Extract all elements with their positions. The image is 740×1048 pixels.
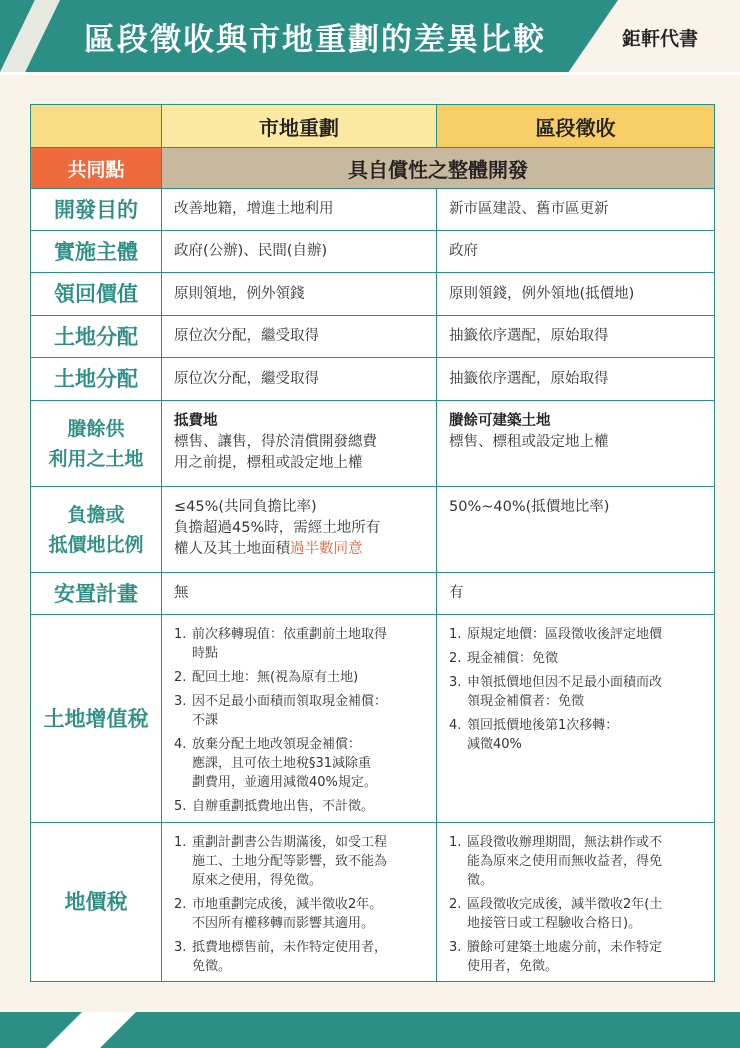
cell-expropriation: 抽籤依序選配，原始取得 [437, 316, 715, 358]
row-label-line: 負擔或 [67, 503, 125, 526]
list-item: 1. 重劃計劃書公告期滿後，如受工程 施工、土地分配等影響，致不能為 原來之使用，得免徵。 [174, 835, 388, 888]
cell-expropriation: 政府 [437, 231, 715, 273]
cell-expropriation [437, 487, 715, 573]
list-item: 1. 前次移轉現值：依重劃前土地取得 時點 [174, 627, 388, 661]
table-row [31, 273, 715, 316]
cell-expropriation: 新市區建設、舊市區更新 [437, 189, 715, 231]
row-label: 土地增值稅 [31, 615, 162, 823]
numbered-list [174, 625, 424, 816]
table-row [31, 823, 715, 982]
cell-readjustment: 原則領地，例外領錢 [162, 273, 437, 316]
cell-expropriation: 原則領錢，例外領地(抵價地) [437, 273, 715, 316]
cell-readjustment: 無 [162, 573, 437, 615]
footer-band [0, 1012, 740, 1048]
comparison-table [30, 104, 715, 982]
cell-readjustment: 政府(公辦)、民間(自辦) [162, 231, 437, 273]
cell-expropriation: 有 [437, 573, 715, 615]
list-item: 2. 現金補償：免徵 [449, 651, 559, 666]
cell-line: 標售、標租或設定地上權 [449, 434, 609, 450]
row-label: 實施主體 [31, 231, 162, 273]
cell-readjustment: 改善地籍，增進土地利用 [162, 189, 437, 231]
list-item: 2. 配回土地：無(視為原有土地) [174, 670, 359, 685]
row-label [31, 401, 162, 487]
row-label: 領回價值 [31, 273, 162, 316]
row-label-line: 利用之土地 [48, 447, 144, 470]
cell-title: 賸餘可建築土地 [449, 413, 551, 429]
table-row [31, 487, 715, 573]
row-label: 開發目的 [31, 189, 162, 231]
column-header-zone-expropriation: 區段徵收 [437, 105, 715, 148]
column-header-land-readjustment: 市地重劃 [162, 105, 437, 148]
list-item: 2. 市地重劃完成後，減半徵收2年。 不因所有權移轉而影響其適用。 [174, 897, 383, 931]
cell-line: 權人及其土地面積過半數同意 [174, 541, 363, 557]
row-label: 安置計畫 [31, 573, 162, 615]
list-item: 5. 自辦重劃抵費地出售，不計徵。 [174, 799, 375, 814]
list-item: 4. 放棄分配土地改領現金補償： 應課，且可依土地稅§31減除重 劃費用，並適用減徵40%規定。 [174, 737, 377, 790]
table-row [31, 573, 715, 615]
row-label [31, 487, 162, 573]
cell-readjustment [162, 823, 437, 982]
page-title: 區段徵收與市地重劃的差異比較 [84, 22, 546, 58]
row-label-line: 抵價地比例 [48, 533, 144, 556]
cell-readjustment [162, 401, 437, 487]
cell-line: 負擔超過45%時，需經土地所有 [174, 520, 381, 536]
cell-expropriation [437, 615, 715, 823]
table-header-row [31, 105, 715, 148]
row-label: 土地分配 [31, 358, 162, 401]
numbered-list [449, 833, 702, 976]
cell-line: ≤45%(共同負擔比率) [174, 499, 317, 515]
numbered-list [174, 833, 424, 976]
common-point-value: 具自償性之整體開發 [162, 148, 715, 189]
row-label: 土地分配 [31, 316, 162, 358]
list-item: 3. 申領抵價地但因不足最小面積而改 領現金補償者：免徵 [449, 675, 663, 709]
cell-expropriation [437, 823, 715, 982]
cell-readjustment [162, 615, 437, 823]
cell-line: 50%~40%(抵價地比率) [449, 499, 610, 515]
list-item: 3. 因不足最小面積而領取現金補償： 不課 [174, 694, 388, 728]
brand-name: 鉅軒代書 [622, 28, 699, 50]
cell-title: 抵費地 [174, 413, 218, 429]
header-banner [0, 0, 740, 72]
common-point-row [31, 148, 715, 189]
numbered-list [449, 625, 702, 754]
header-divider [0, 72, 740, 75]
cell-readjustment: 原位次分配，繼受取得 [162, 316, 437, 358]
row-label: 地價稅 [31, 823, 162, 982]
table-row [31, 316, 715, 358]
list-item: 3. 抵費地標售前，未作特定使用者， 免徵。 [174, 940, 388, 974]
list-item: 1. 區段徵收辦理期間，無法耕作或不 能為原來之使用而無收益者，得免 徵。 [449, 835, 663, 888]
list-item: 1. 原規定地價：區段徵收後評定地價 [449, 627, 663, 642]
cell-line: 標售、讓售，得於清償開發總費 [174, 434, 377, 450]
row-label-line: 賸餘供 [67, 417, 125, 440]
table-row [31, 615, 715, 823]
table-row [31, 231, 715, 273]
list-item: 4. 領回抵價地後第1次移轉： 減徵40% [449, 718, 619, 752]
table-row [31, 358, 715, 401]
cell-expropriation [437, 401, 715, 487]
common-point-label: 共同點 [31, 148, 162, 189]
list-item: 3. 賸餘可建築土地處分前，未作特定 使用者，免徵。 [449, 940, 663, 974]
list-item: 2. 區段徵收完成後，減半徵收2年(土 地接管日或工程驗收合格日)。 [449, 897, 663, 931]
cell-readjustment [162, 487, 437, 573]
cell-expropriation: 抽籤依序選配，原始取得 [437, 358, 715, 401]
table-row [31, 189, 715, 231]
header-corner [31, 105, 162, 148]
table-row [31, 401, 715, 487]
highlight-text: 過半數同意 [290, 541, 363, 557]
cell-line: 用之前提，標租或設定地上權 [174, 455, 363, 471]
cell-readjustment: 原位次分配，繼受取得 [162, 358, 437, 401]
